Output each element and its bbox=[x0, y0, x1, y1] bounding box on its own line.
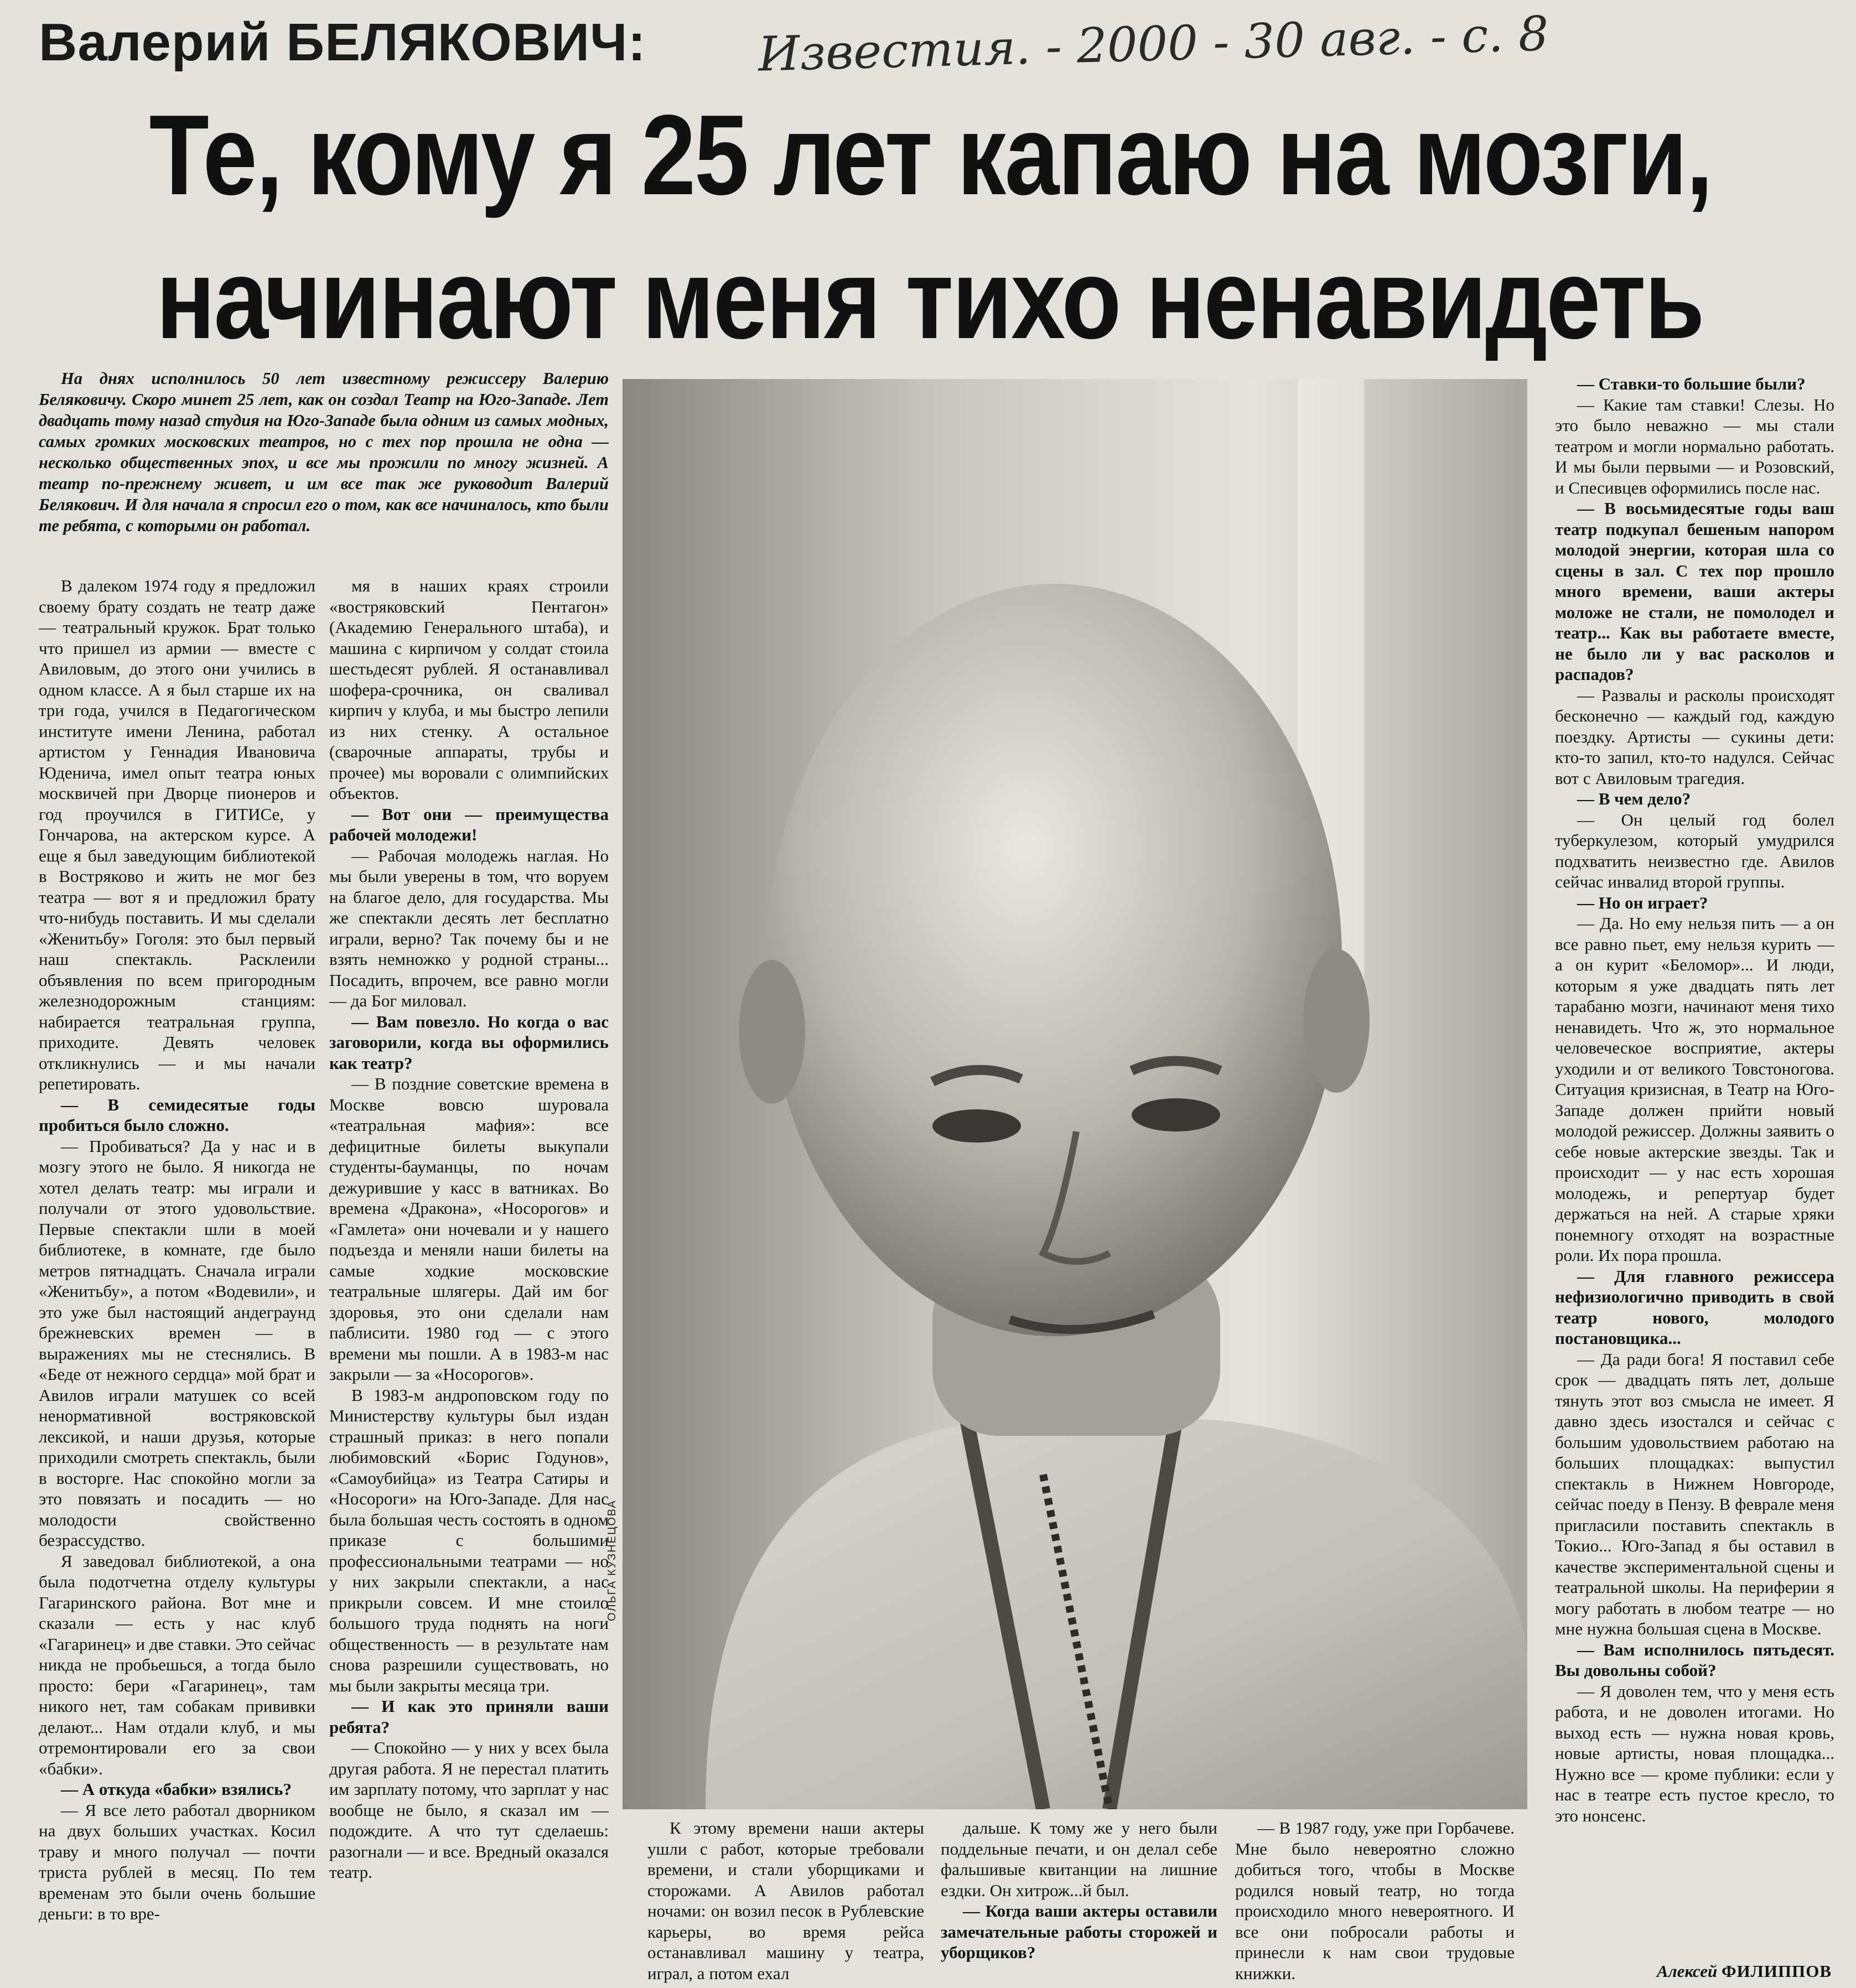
question-paragraph: — Но он играет? bbox=[1577, 892, 1708, 912]
answer-paragraph: — В поздние советские времена в Москве вовсю шуровала «театральная мафия»: все дефицитные билеты выкупали студенты-бауманцы, по ночам дежурившие у касс в ватниках. Во времена «Дракона», «Носорогов» и «Гамлета» они ночевали и у нашего подъезда и меняли наши билеты на самые ходкие московские театральные шлягеры. Дай им бог здоровья, это они сделали нам паблисити. 1980 год — с этого времени мы пошли. А в 1983-м нас закрыли — за «Носорогов». bbox=[329, 1074, 609, 1384]
answer-paragraph: В 1983-м андроповском году по Министерству культуры был издан страшный приказ: в него попали любимовский «Борис Годунов», «Самоубийца» из Театра Сатиры и «Носороги» на Юго-Западе. Для нас была большая честь состоять в одном приказе с большими профессиональными театрами — но у них закрыли спектакли, а нас прикрыли совсем. И мне стоило большого труда поднять на ноги общественность — в результате нам снова разрешили существовать, но мы были закрыты месяца три. bbox=[329, 1385, 609, 1695]
answer-paragraph: — В 1987 году, уже при Горбачеве. Мне было невероятно сложно добиться того, чтобы в Москве родился новый театр, но тогда происходило много невероятного. И все они побросали работы и принесли к нам свои трудовые книжки. bbox=[1235, 1818, 1515, 1983]
answer-paragraph: Я заведовал библиотекой, а она была подотчетна отделу культуры Гагаринского района. Вот мне и сказали — есть у нас клуб «Гагаринец» и две ставки. Это сейчас никда не пробьешься, а тогда было просто: бери «Гагаринец», там никого нет, там собакам прививки делают... Нам отдали клуб, и мы отремонтировали его за свои «бабки». bbox=[39, 1551, 315, 1778]
answer-paragraph: — Какие там ставки! Слезы. Но это было неважно — мы стали театром и могли нормально работать. И мы были первыми — и Розовский, и Спесивцев оформились после нас. bbox=[1555, 395, 1834, 497]
question-paragraph: — Вот они — преимущества рабочей молодежи! bbox=[329, 804, 609, 844]
headline-line-2: начинают меня тихо ненавидеть bbox=[155, 235, 1704, 362]
question-paragraph: — Вам повезло. Но когда о вас заговорили, когда вы оформились как театр? bbox=[329, 1011, 609, 1073]
answer-paragraph: — Да. Но ему нельзя пить — а он все равно пьет, ему нельзя курить — а он курит «Беломор»... И люди, которым я уже двадцать пять лет тарабаню мозги, начинают меня тихо ненавидеть. Что ж, это нормальное человеческое восприятие, актеры уходили и от великого Товстоногова. Ситуация кризисная, в Театр на Юго-Западе должен прийти новый молодой режиссер. Должны заявить о себе новые актерские звезды. Так и происходит — у нас есть хорошая молодежь, и репертуар будет держаться на ней. А старые хряки понемногу отходят на возрастные роли. Их пора прошла. bbox=[1555, 913, 1834, 1265]
question-paragraph: — Вам исполнилось пятьдесят. Вы довольны собой? bbox=[1555, 1639, 1834, 1680]
answer-paragraph: — Спокойно — у них у всех была другая работа. Я не перестал платить им зарплату потому, что зарплат у нас вообще не было, я сказал им — подождите. А что тут сделаешь: разогнали — и все. Вредный оказался театр. bbox=[329, 1738, 609, 1882]
photo-credit: ОЛЬГА КУЗНЕЦОВА bbox=[606, 1499, 618, 1621]
article-column-1 bbox=[39, 575, 315, 1984]
article-column-3 bbox=[647, 1818, 924, 1984]
portrait-image bbox=[623, 379, 1527, 1809]
question-paragraph: — В семидесятые годы пробиться было сложно. bbox=[39, 1094, 315, 1135]
article-column-4 bbox=[941, 1818, 1217, 1984]
question-paragraph: — Для главного режиссера нефизиологично приводить в свой театр нового, молодого постановщика... bbox=[1555, 1266, 1834, 1348]
headline bbox=[22, 83, 1837, 371]
question-paragraph: — И как это приняли ваши ребята? bbox=[329, 1696, 609, 1737]
question-paragraph: — В восьмидесятые годы ваш театр подкупал бешеным напором молодой энергии, которая шла со сцены в зал. С тех пор прошло много времени, ваши актеры моложе не стали, не помолодел и театр... Как вы работаете вместе, не было ли у вас расколов и распадов? bbox=[1555, 499, 1834, 684]
question-paragraph: — Когда ваши актеры оставили замечательные работы сторожей и уборщиков? bbox=[941, 1901, 1217, 1962]
question-paragraph: — А откуда «бабки» взялись? bbox=[61, 1779, 292, 1799]
handwritten-note: Известия. - 2000 - 30 авг. - с. 8 bbox=[757, 6, 1549, 82]
answer-paragraph: — Развалы и расколы происходят бесконечно — каждый год, каждую поездку. Артисты — сукины дети: кто-то запил, кто-то надулся. Сейчас вот с Авиловым трагедия. bbox=[1555, 685, 1834, 788]
answer-paragraph: — Он целый год болел туберкулезом, который умудрился подхватить неизвестно где. Авилов сейчас инвалид второй группы. bbox=[1555, 809, 1834, 891]
answer-paragraph: В далеком 1974 году я предложил своему брату создать не театр даже — театральный кружок. Брат только что пришел из армии — вместе с Авиловым, до этого они учились в одном классе. А я был старше их на три года, учился в Педагогическом институте имени Ленина, работал артистом у Геннадия Ивановича Юденича, имел опыт театра юных москвичей при Дворце пионеров и год проучился в ГИТИСе, у Гончарова, на актерском курсе. А еще я был заведующим библиотекой в Востряково и жить не мог без театра — вот я и предложил брату что-нибудь поставить. И мы сделали «Женитьбу» Гоголя: это был первый наш спектакль. Расклеили объявления по всем пригородным железнодорожным станциям: набирается театральная группа, приходите. Девять человек откликнулись — и мы начали репетировать. bbox=[39, 576, 315, 1093]
lead-paragraph: На днях исполнилось 50 лет известному режиссеру Валерию Беляковичу. Скоро минет 25 лет, как он создал Театр на Юго-Западе. Лет двадцать тому назад студия на Юго-Западе была одним из самых модных, самых громких московских театров, но с тех пор прошла не одна — несколько общественных эпох, и все мы прожили по многу жизней. А театр по-прежнему живет, и им все так же руководит Валерий Белякович. И для начала я спросил его о том, как все начиналось, кто были те ребята, с которыми он работал. bbox=[39, 369, 609, 535]
headline-line-1: Те, кому я 25 лет капаю на мозги, bbox=[149, 91, 1712, 219]
answer-paragraph: К этому времени наши актеры ушли с работ, которые требовали времени, и стали уборщиками и сторожами. А Авилов работал ночами: он возил песок в Рублевские карьеры, во время рейса останавливал машину у театра, играл, а потом ехал bbox=[647, 1818, 924, 1983]
article-column-5 bbox=[1235, 1818, 1515, 1984]
answer-paragraph: дальше. К тому же у него были поддельные печати, и он делал себе фальшивые квитанции на лишние ездки. Он хитрож...й был. bbox=[941, 1818, 1217, 1900]
answer-paragraph: — Да ради бога! Я поставил себе срок — двадцать пять лет, дольше тянуть этот воз смысла не имеет. Я давно здесь изостался и сейчас с большим удовольствием работаю на больших площадках: выпустил спектакль в Нижнем Новгороде, сейчас поеду в Пензу. В феврале меня пригласили поставить спектакль в Токио... Юго-Запад я бы оставил в качестве экспериментальной сцены и театральной школы. На периферии я могу работать в любом театре — но мне нужна большая сцена в Москве. bbox=[1555, 1349, 1834, 1638]
author-first-name: Алексей bbox=[1657, 1961, 1718, 1981]
kicker: Валерий БЕЛЯКОВИЧ: bbox=[39, 13, 646, 72]
author-last-name: ФИЛИППОВ bbox=[1722, 1961, 1832, 1981]
answer-paragraph: — Я доволен тем, что у меня есть работа, и не доволен итогами. Но выход есть — нужна новая кровь, новые артисты, новая площадка... Нужно все — кроме публики: если у нас в театре есть пустое кресло, то это нонсенс. bbox=[1555, 1681, 1834, 1825]
article-column-2 bbox=[329, 575, 609, 1984]
question-paragraph: — В чем дело? bbox=[1577, 789, 1691, 808]
answer-paragraph: — Пробиваться? Да у нас и в мозгу этого не было. Я никогда не хотел делать театр: мы играли и получали от этого удовольствие. Первые спектакли шли в моей библиотеке, в комнате, где было метров пятнадцать. Сначала играли «Женитьбу», а потом «Водевили», и это уже был настоящий андеграунд брежневских времен — в выражениях мы не стеснялись. В «Беде от нежного сердца» мой брат и Авилов играли матушек со всей ненормативной востряковской лексикой, и наши друзья, которые приходили смотреть спектакль, были в восторге. Нас спокойно могли за это повязать и посадить — но молодости свойственно безрассудство. bbox=[39, 1136, 315, 1550]
answer-paragraph: — Рабочая молодежь наглая. Но мы были уверены в том, что воруем на благое дело, для государства. Мы же спектакли десять лет бесплатно играли, верно? Так почему бы и не взять немножко у родной страны... Посадить, впрочем, все равно могли — да Бог миловал. bbox=[329, 845, 609, 1010]
answer-paragraph: — Я все лето работал дворником на двух больших участках. Косил траву и много получал — почти триста рублей в месяц. По тем временам это были очень большие деньги: в то вре- bbox=[39, 1800, 315, 1923]
byline bbox=[1552, 1961, 1832, 1981]
question-paragraph: — Ставки-то большие были? bbox=[1577, 374, 1806, 393]
portrait-photo bbox=[623, 379, 1527, 1809]
answer-paragraph: мя в наших краях строили «востряковский Пентагон» (Академию Генерального штаба), и машина с кирпичом у солдат стоила шестьдесят рублей. Я останавливал шофера-срочника, он сваливал кирпич у клуба, и мы быстро лепили из них стенку. А остальное (сварочные аппараты, трубы и прочее) мы воровали с олимпийских объектов. bbox=[329, 576, 609, 803]
article-column-6 bbox=[1555, 373, 1834, 1956]
